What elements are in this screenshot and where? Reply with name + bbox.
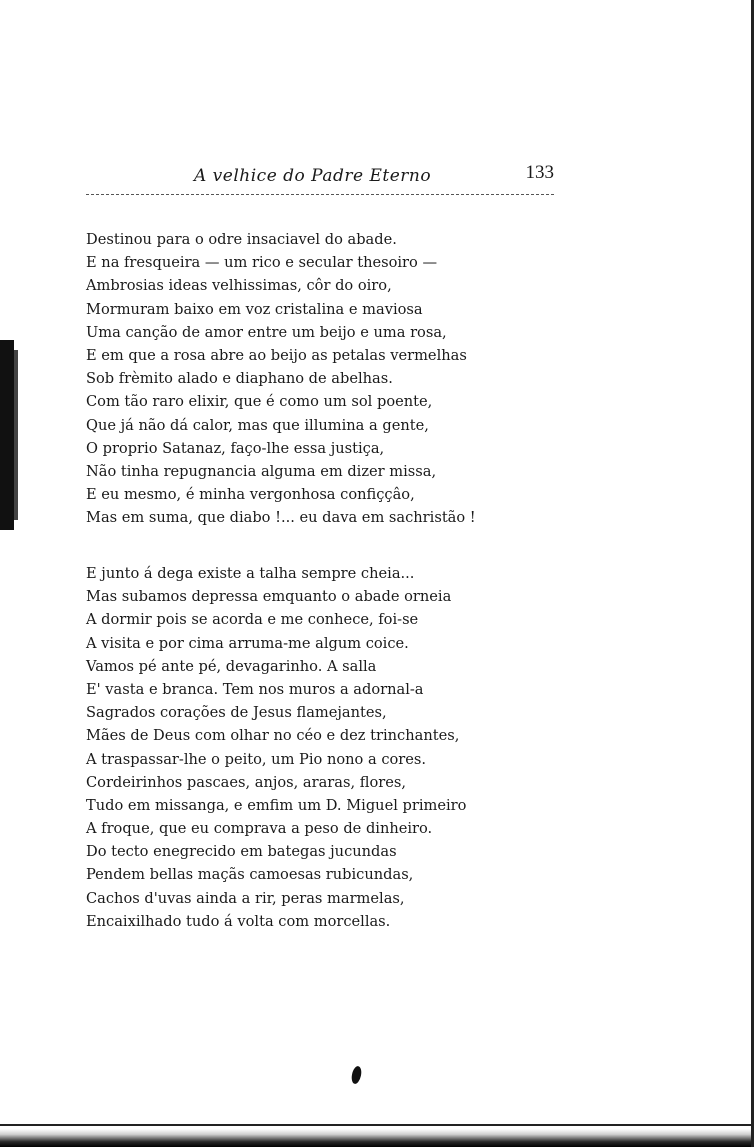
ink-blot (350, 1065, 363, 1084)
running-title: A velhice do Padre Eterno (194, 166, 432, 186)
verse-line: Que já não dá calor, mas que illumina a gente, (86, 416, 429, 434)
header-rule (86, 194, 554, 195)
verse-line: Não tinha repugnancia alguma em dizer missa, (86, 462, 437, 480)
verse-line: Vamos pé ante pé, devagarinho. A salla (86, 657, 377, 675)
verse-line: E junto á dega existe a talha sempre cheia... (86, 565, 415, 582)
verse-line: Tudo em missanga, e emfim um D. Miguel primeiro (86, 796, 467, 814)
verse-line: Mormuram baixo em voz cristalina e maviosa (86, 300, 423, 318)
verse-line: Mas subamos depressa emquanto o abade orneia (86, 588, 452, 606)
stanza-1 (86, 228, 476, 529)
bottom-scan-edge (0, 1129, 754, 1147)
page-number: 133 (525, 162, 554, 183)
verse-line: Cachos d'uvas ainda a rir, peras marmelas, (86, 889, 405, 907)
verse-line: Ambrosias ideas velhissimas, côr do oiro, (86, 277, 392, 295)
stanza-2 (86, 562, 466, 933)
verse-line: A traspassar-lhe o peito, um Pio nono a cores. (86, 750, 427, 768)
verse-line: A dormir pois se acorda e me conhece, foi-se (86, 611, 419, 629)
verse-line: Sagrados corações de Jesus flamejantes, (86, 704, 387, 722)
running-header (86, 162, 554, 192)
verse-line: Cordeirinhos pascaes, anjos, araras, flores, (86, 773, 407, 791)
verse-line: Uma canção de amor entre um beijo e uma rosa, (86, 323, 447, 341)
verse-line: Mães de Deus com olhar no céo e dez trinchantes, (86, 727, 460, 745)
verse-line: Mas em suma, que diabo !... eu dava em sachristão ! (86, 509, 476, 527)
verse-line: E' vasta e branca. Tem nos muros a adornal-a (86, 680, 424, 698)
verse-line: Do tecto enegrecido em bategas jucundas (86, 843, 397, 861)
verse-line: E eu mesmo, é minha vergonhosa confiççâo, (86, 486, 415, 504)
verse-line: Destinou para o odre insaciavel do abade. (86, 231, 397, 248)
verse-line: Sob frèmito alado e diaphano de abelhas. (86, 370, 393, 388)
verse-line: A visita e por cima arruma-me algum coice. (86, 634, 409, 652)
verse-line: Com tão raro elixir, que é como um sol poente, (86, 393, 433, 411)
verse-line: O proprio Satanaz, faço-lhe essa justiça, (86, 439, 385, 457)
verse-line: E em que a rosa abre ao beijo as petalas vermelhas (86, 346, 467, 364)
verse-line: A froque, que eu comprava a peso de dinheiro. (86, 820, 433, 838)
scan-edge-shadow (0, 340, 14, 530)
verse-line: Pendem bellas maçãs camoesas rubicundas, (86, 866, 414, 884)
bottom-scan-line (0, 1124, 754, 1126)
verse-line: E na fresqueira — um rico e secular thesoiro — (86, 254, 438, 272)
scan-edge-shadow-inner (14, 350, 18, 520)
verse-line: Encaixilhado tudo á volta com morcellas. (86, 912, 391, 930)
